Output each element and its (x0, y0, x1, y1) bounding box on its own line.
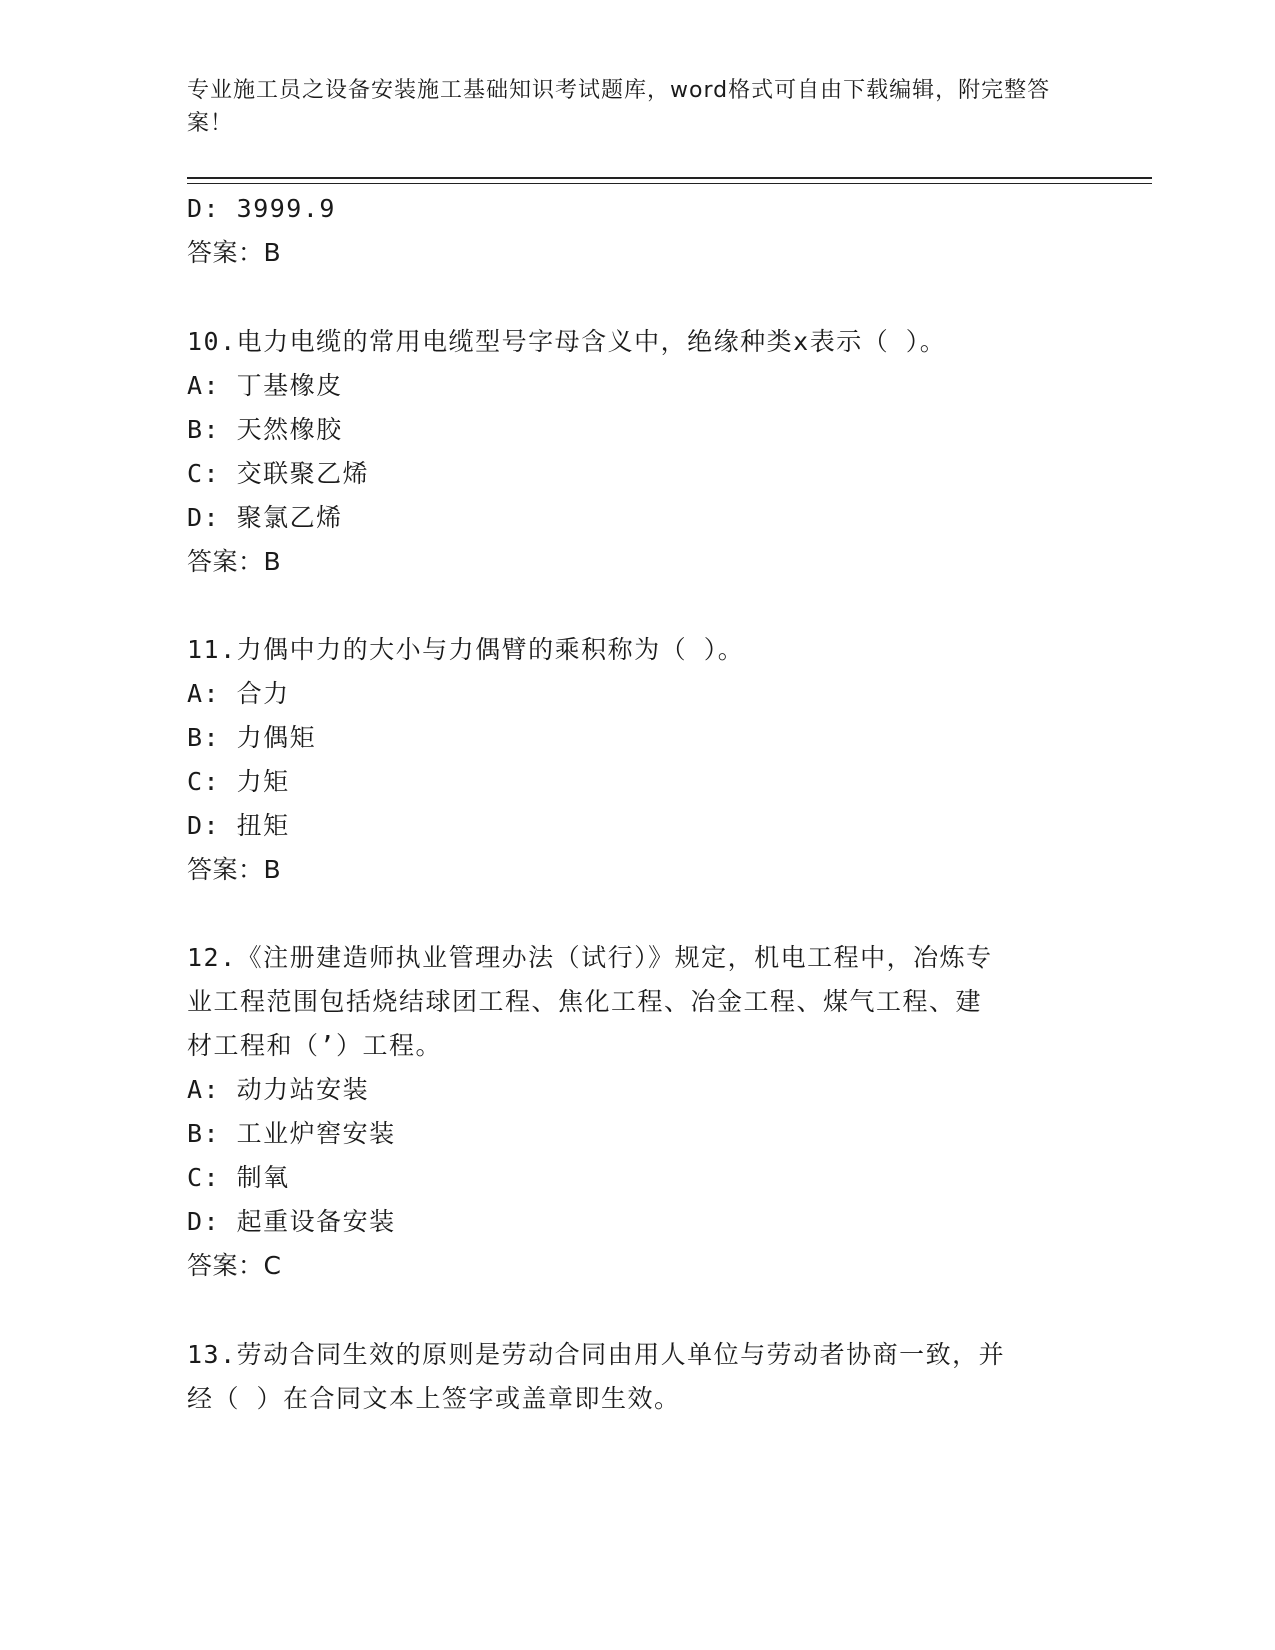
q11-option-d: D: 扭矩 (187, 811, 290, 840)
q10-question: 10.电力电缆的常用电缆型号字母含义中，绝缘种类x表示（ ）。 (187, 327, 947, 356)
q11-option-a: A: 合力 (187, 679, 290, 708)
q10-answer: 答案：B (187, 547, 282, 576)
q12-option-d: D: 起重设备安装 (187, 1207, 396, 1236)
q12-question-line-2: 业工程范围包括烧结球团工程、焦化工程、冶金工程、煤气工程、建 (187, 987, 983, 1016)
q11-option-b: B: 力偶矩 (187, 723, 317, 752)
q12-question-line-3: 材工程和（’）工程。 (187, 1031, 443, 1060)
header-rule-thick (187, 177, 1152, 179)
q9-answer: 答案：B (187, 238, 282, 267)
document-header: 专业施工员之设备安装施工基础知识考试题库，word格式可自由下载编辑，附完整答案！ (187, 78, 1051, 136)
q13-question-line-1: 13.劳动合同生效的原则是劳动合同由用人单位与劳动者协商一致，并 (187, 1340, 1006, 1369)
q10-option-b: B: 天然橡胶 (187, 415, 343, 444)
q10-option-d: D: 聚氯乙烯 (187, 503, 343, 532)
q10-option-a: A: 丁基橡皮 (187, 371, 343, 400)
q11-option-c: C: 力矩 (187, 767, 290, 796)
q11-answer: 答案：B (187, 855, 282, 884)
q9-option-d: D: 3999.9 (187, 194, 336, 223)
q10-option-c: C: 交联聚乙烯 (187, 459, 370, 488)
q12-option-c: C: 制氧 (187, 1163, 290, 1192)
q12-answer: 答案：C (187, 1251, 282, 1280)
header-rule-thin (187, 183, 1152, 184)
q11-question: 11.力偶中力的大小与力偶臂的乘积称为（ ）。 (187, 635, 745, 664)
q13-question-line-2: 经（ ）在合同文本上签字或盖章即生效。 (187, 1384, 681, 1413)
q12-question-line-1: 12.《注册建造师执业管理办法（试行）》规定，机电工程中，冶炼专 (187, 943, 993, 972)
q12-option-b: B: 工业炉窖安装 (187, 1119, 396, 1148)
q12-option-a: A: 动力站安装 (187, 1075, 370, 1104)
